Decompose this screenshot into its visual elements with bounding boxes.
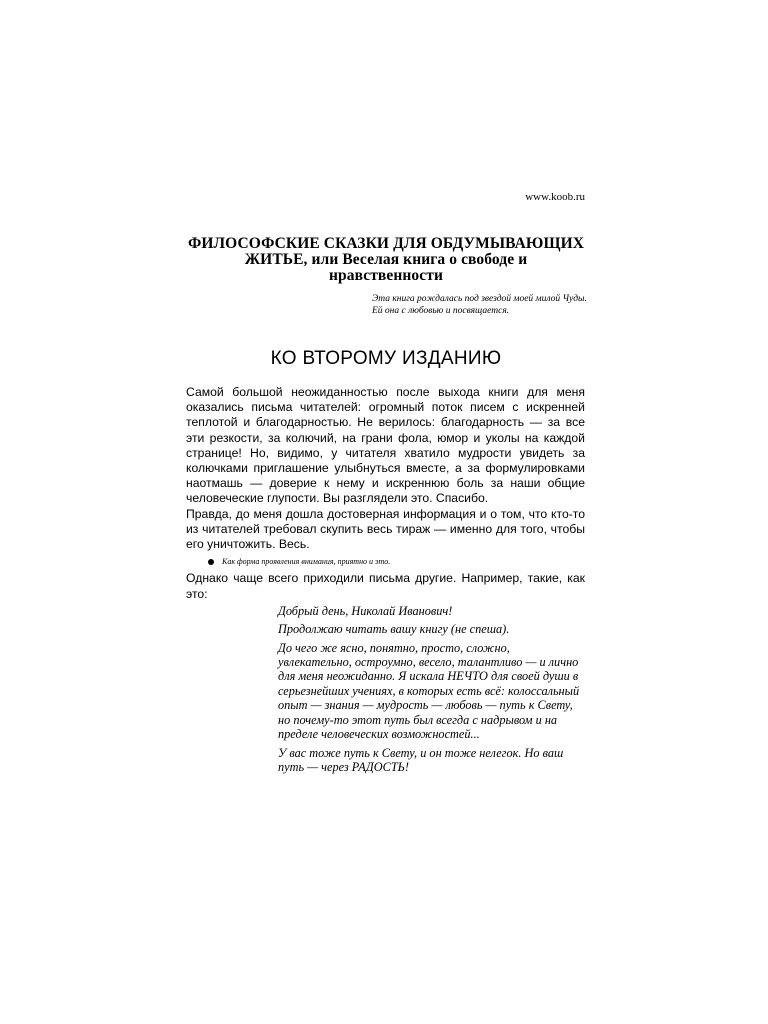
paragraph: Правда, до меня дошла достоверная информация и о том, что кто-то из читателей требовал скупить весь тираж — именно для того, чтобы его уничтожить. Весь. [186, 506, 585, 552]
letter-line: Продолжаю читать вашу книгу (не спеша). [278, 622, 510, 637]
paragraph: Однако чаще всего приходили письма другие. Например, такие, как это: [186, 571, 585, 601]
letter-line: До чего же ясно, понятно, просто, сложно, увлекательно, остроумно, весело, талантливо — и лично для меня неожиданно. Я искала НЕЧТО для своей души в серьезнейших учениях, в которых есть всё: колоссальный опыт — знания — мудрость — любовь — путь к Свету, но почему-то этот путь был всегда с надрывом и на пределе человеческих возможностей... [278, 640, 580, 742]
book-title: ФИЛОСОФСКИЕ СКАЗКИ ДЛЯ ОБДУМЫВАЮЩИХ ЖИТЬЕ, или Веселая книга о свободе и нравственности [187, 235, 585, 284]
bullet-note [208, 554, 585, 569]
paragraph: Самой большой неожиданностью после выхода книги для меня оказались письма читателей: огромный поток писем с искренней теплотой и благодарностью. Не верилось: благодарность — за все эти резкости, за колючий, на грани фола, юмор и уколы на каждой странице! Но, видимо, у читателя хватило мудрости увидеть за колючками приглашение улыбнуться вместе, а за формулировками наотмашь — доверие к нему и искреннюю боль за наши общие человеческие глупости. Вы разглядели это. Спасибо. [186, 385, 585, 506]
note-text: Как форма проявления внимания, приятно и это. [222, 557, 391, 567]
site-url: www.koob.ru [525, 191, 585, 203]
letter-greeting: Добрый день, Николай Иванович! [278, 603, 453, 618]
bullet-icon [208, 559, 214, 565]
letter-line: У вас тоже путь к Свету, и он тоже нелегок. Но ваш путь — через РАДОСТЬ! [278, 745, 564, 774]
body-text [186, 385, 585, 778]
reader-letter [278, 604, 584, 774]
epigraph: Эта книга рождалась под звездой моей милой Чуды. Ей она с любовью и посвящается. [372, 294, 587, 316]
section-heading: КО ВТОРОМУ ИЗДАНИЮ [270, 348, 502, 369]
